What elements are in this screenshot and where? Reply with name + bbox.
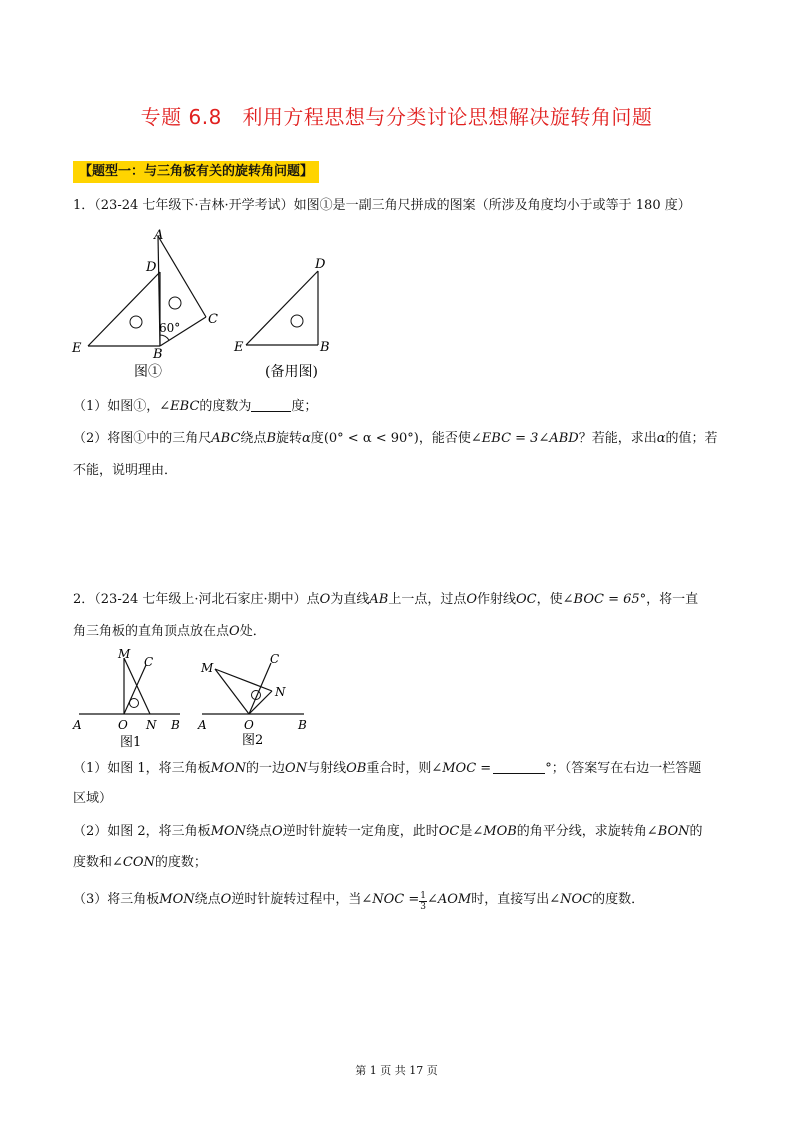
q2-figures (64, 645, 324, 755)
q2-p1-text: （1）如图 1，将三角板 (73, 761, 211, 776)
q2-figure-1 (72, 647, 180, 750)
q1-figures (64, 222, 354, 387)
q1-part-2 (73, 429, 728, 449)
q1-intro (73, 196, 728, 216)
q2-p3-text5: 的度数． (592, 892, 645, 907)
q2-p1-ob: OB (346, 761, 367, 776)
q2-fig2-label-a: A (198, 718, 207, 732)
q2-point-o-2: O (466, 592, 477, 607)
q1-fig1-caption: 图① (134, 364, 162, 380)
q2-part-1 (73, 759, 728, 779)
q2-fig1-label-m: M (118, 647, 131, 661)
page-footer: 第 1 页 共 17 页 (355, 1064, 438, 1077)
answer-blank[interactable] (251, 397, 291, 412)
q2-p2-line2-text: 度数和 (73, 855, 113, 870)
q1-part2-text: （2）将图①中的三角尺 (73, 431, 212, 446)
q2-p3-o: O (220, 892, 232, 907)
q2-text: 点 (306, 592, 320, 607)
q2-line2-text2: 处． (239, 624, 266, 639)
q2-p3-angle: ∠NOC (549, 892, 593, 907)
page-title: 专题 6.8 利用方程思想与分类讨论思想解决旋转角问题 (140, 105, 653, 129)
q1-fig1-label-a: A (154, 228, 164, 243)
q2-p2-o: O (272, 824, 283, 839)
q1-part2-alpha-2: α (656, 431, 666, 446)
q1-part2-text5: ，能否使 (418, 431, 471, 446)
q2-p3-text: （3）将三角板 (73, 892, 160, 907)
q2-fig1-caption: 图1 (120, 735, 142, 750)
q2-part-2 (73, 822, 728, 842)
q2-text5: ，使 (536, 592, 563, 607)
q2-fig1-label-c: C (144, 655, 154, 669)
q2-p2-text6: 的 (689, 824, 703, 839)
q2-source: （23-24 七年级上·河北石家庄·期中） (94, 592, 307, 607)
q1-text: 如图①是一副三角尺拼成的图案（所涉及角度均小于或等于 180 度） (293, 198, 691, 213)
q2-point-o-3: O (229, 624, 240, 639)
q2-fig1-label-o: O (118, 718, 128, 732)
q2-p3-rhs: ∠AOM (426, 892, 472, 907)
q2-p3-text2: 绕点 (194, 892, 221, 907)
fraction-numerator: 1 (420, 891, 426, 901)
q1-figure-2 (233, 257, 330, 380)
q2-p2-angle-con: ∠CON (112, 855, 155, 870)
section-heading: 【题型一：与三角板有关的旋转角问题】 (73, 161, 319, 183)
q2-fig1-label-b: B (171, 718, 180, 732)
q1-part1-angle: ∠EBC (159, 399, 200, 414)
q2-p3-fraction (419, 891, 427, 912)
q2-p2-angle-mob: ∠MOB (472, 824, 517, 839)
q2-fig2-label-o: O (244, 718, 254, 732)
q2-p2-text5: 的角平分线，求旋转角 (516, 824, 647, 839)
q2-intro (73, 590, 728, 610)
q1-part2-triangle: ABC (211, 431, 241, 446)
q2-p1-mon: MON (210, 761, 247, 776)
q2-p1-on: ON (285, 761, 308, 776)
q2-p2-line2-text2: 的度数； (154, 855, 207, 870)
q2-fig1-label-n: N (146, 718, 157, 732)
q1-part2-alpha: α (302, 431, 311, 446)
q2-text6: ，将一直 (646, 592, 699, 607)
q2-p2-angle-bon: ∠BON (646, 824, 690, 839)
q1-fig1-angle-label: 60° (159, 321, 181, 335)
q2-p2-text3: 逆时针旋转一定角度，此时 (282, 824, 439, 839)
q2-fig1-label-a: A (73, 718, 82, 732)
q1-fig1-label-b: B (153, 347, 163, 362)
q2-p3-text3: 逆时针旋转过程中，当 (231, 892, 362, 907)
q1-part2-text2: 绕点 (240, 431, 267, 446)
q2-text2: 为直线 (330, 592, 370, 607)
q2-p3-lhs: ∠NOC = (361, 892, 420, 907)
q2-p2-mon: MON (210, 824, 247, 839)
q2-number: 2． (73, 592, 95, 607)
q2-fig2-label-n: N (275, 685, 286, 699)
q1-figure-1 (71, 228, 218, 380)
q2-p2-text4: 是 (459, 824, 473, 839)
q2-line-ab: AB (369, 592, 389, 607)
q1-fig1-label-e: E (72, 341, 82, 356)
q2-line2-text: 角三角板的直角顶点放在点 (73, 624, 230, 639)
q2-p2-text2: 绕点 (246, 824, 273, 839)
q2-p1-text5: °；（答案写在右边一栏答题 (545, 761, 702, 776)
q1-part2-point: B (266, 431, 276, 446)
q1-part2-text4: 度 (310, 431, 324, 446)
q1-fig2-label-e: E (234, 340, 244, 355)
q2-p1-text2: 的一边 (246, 761, 286, 776)
q2-angle-equation: ∠BOC = 65° (562, 592, 647, 607)
q2-text4: 作射线 (477, 592, 517, 607)
q2-p3-mon: MON (159, 892, 195, 907)
q1-fig1-label-d: D (146, 260, 157, 275)
q1-source: （23-24 七年级下·吉林·开学考试） (94, 198, 294, 213)
q1-part-1 (73, 397, 728, 417)
q2-p1-text3: 与射线 (307, 761, 347, 776)
q1-fig1-label-c: C (208, 312, 218, 327)
q2-point-o: O (319, 592, 331, 607)
q2-part-2-line2 (73, 853, 728, 873)
q1-fig2-label-d: D (315, 257, 326, 272)
q1-part1-text: （1）如图①， (73, 399, 160, 414)
q1-part1-text2: 的度数为 (199, 399, 252, 414)
answer-blank-2[interactable] (493, 759, 545, 774)
fraction-denominator: 3 (420, 902, 426, 912)
q2-p3-text4: 时，直接写出 (471, 892, 550, 907)
q2-p2-text: （2）如图 2，将三角板 (73, 824, 211, 839)
q2-p1-angle: ∠MOC = (431, 761, 492, 776)
q1-part2-text7: 的值；若 (665, 431, 718, 446)
q1-fig2-caption: (备用图) (265, 364, 318, 380)
q2-intro-line2 (73, 622, 728, 642)
q2-fig2-label-c: C (270, 652, 280, 666)
q1-part2-text6: ？若能，求出 (578, 431, 657, 446)
q2-fig2-label-b: B (298, 718, 307, 732)
q2-text3: 上一点，过点 (388, 592, 467, 607)
q1-part-2-line2: 不能，说明理由． (73, 463, 178, 478)
q1-part2-range: (0° < α < 90°) (323, 431, 419, 446)
q2-figure-2 (197, 652, 307, 748)
q1-part2-text3: 旋转 (276, 431, 303, 446)
q1-fig2-label-b: B (320, 340, 330, 355)
q2-ray-oc: OC (516, 592, 537, 607)
q2-fig2-label-m: M (201, 661, 214, 675)
q2-fig2-caption: 图2 (242, 733, 264, 748)
q1-number: 1． (73, 198, 95, 213)
q2-part-3 (73, 890, 728, 912)
q2-p1-text4: 重合时，则 (366, 761, 432, 776)
q1-part1-text3: 度； (291, 399, 318, 414)
q2-p2-oc: OC (438, 824, 460, 839)
q2-part-1-line2: 区域） (73, 791, 113, 806)
q1-part2-equation: ∠EBC = 3∠ABD (470, 431, 579, 446)
